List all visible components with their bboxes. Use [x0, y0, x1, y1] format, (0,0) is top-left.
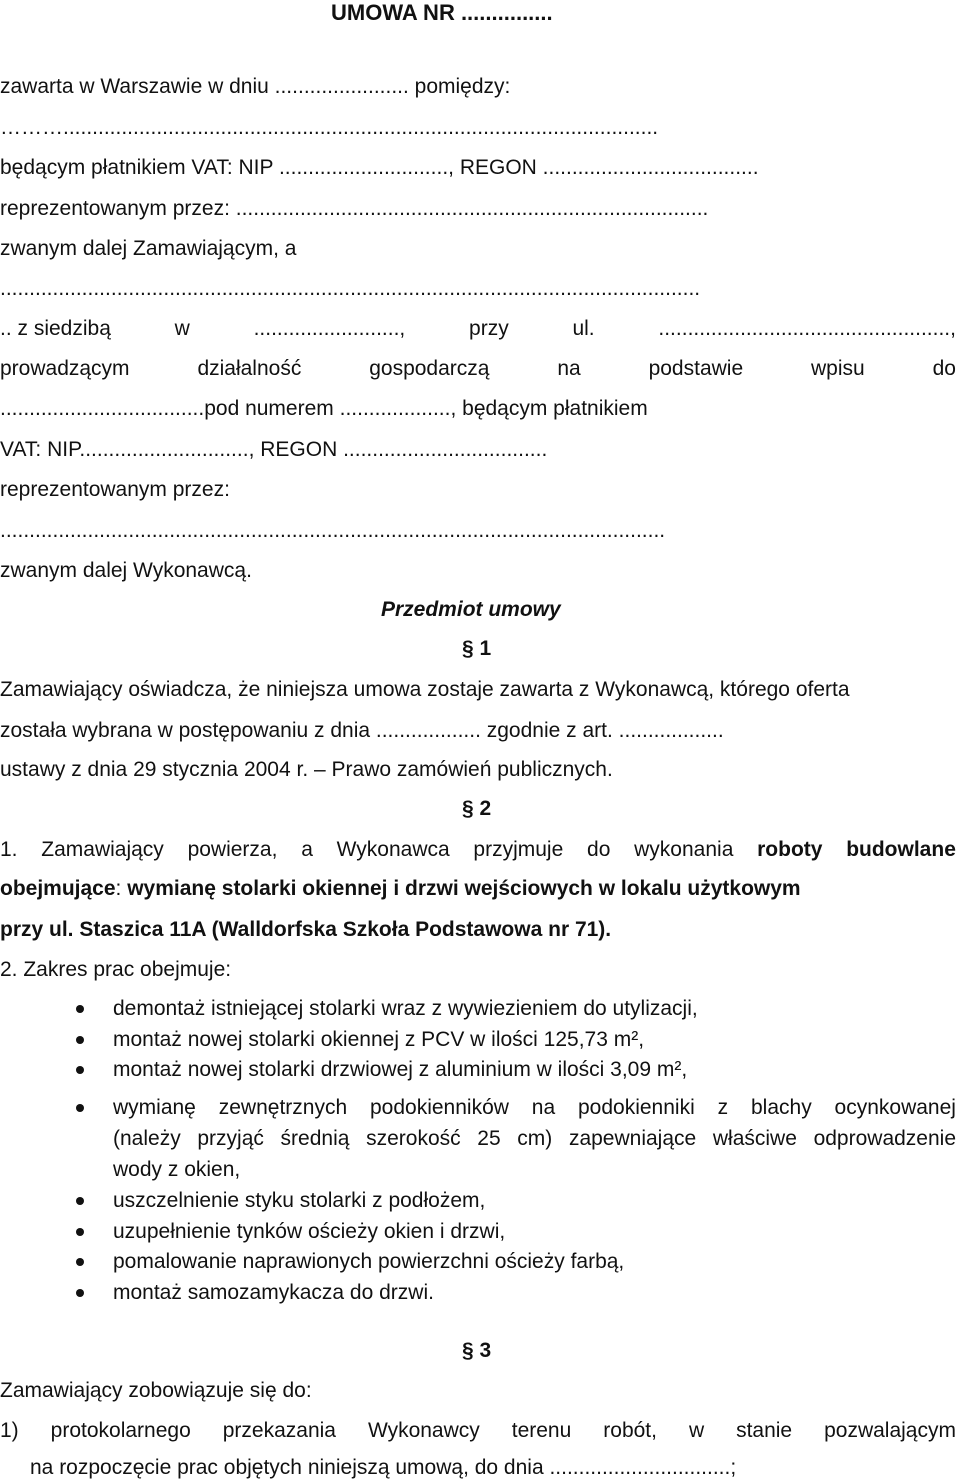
p1-text-line: Zamawiający oświadcza, że niniejsza umowa zostaje zawarta z Wykonawcą, którego oferta: [0, 678, 850, 701]
word: cm): [517, 1127, 553, 1150]
contractor-name-blank: ........................................................................................................................: [0, 277, 701, 300]
contractor-vat-line: VAT: NIP............................., REGON ...................................: [0, 438, 548, 461]
list-item-text: montaż nowej stolarki drzwiowej z aluminium w ilości 3,09 m²,: [113, 1058, 688, 1081]
contractor-address-line: [0, 316, 956, 342]
word: podokienniki: [578, 1096, 695, 1119]
p3-item-1-cont: na rozpoczęcie prac objętych niniejszą umową, do dnia ...............................;: [30, 1456, 737, 1479]
word: wpisu: [811, 357, 865, 380]
p3-intro: Zamawiający zobowiązuje się do:: [0, 1379, 312, 1402]
list-item-text: demontaż istniejącej stolarki wraz z wywiezieniem do utylizacji,: [113, 997, 698, 1020]
paragraph-1-number: § 1: [462, 637, 492, 660]
scope-label: obejmujące: [0, 877, 116, 900]
word: przyjąć: [197, 1127, 264, 1150]
word: do: [932, 357, 956, 380]
word: na: [557, 357, 581, 380]
word: pozwalającym: [824, 1419, 956, 1442]
party-alias-line: zwanym dalej Zamawiającym, a: [0, 237, 297, 260]
contractor-alias-line: zwanym dalej Wykonawcą.: [0, 559, 252, 582]
word: Wykonawcy: [367, 1419, 480, 1442]
bullet-icon: [76, 1258, 84, 1266]
p2-item-2-intro: 2. Zakres prac obejmuje:: [0, 958, 232, 981]
word: .........................,: [253, 317, 406, 340]
list-item-text: montaż samozamykacza do drzwi.: [113, 1281, 434, 1304]
word: budowlane: [846, 838, 956, 861]
word: w: [688, 1419, 705, 1442]
p2-item-1-scope: obejmujące: wymianę stolarki okiennej i drzwi wejściowych w lokalu użytkowym: [0, 877, 801, 900]
list-item-text: uzupełnienie tynków ościeży okien i drzwi,: [113, 1220, 506, 1243]
word: z: [717, 1096, 729, 1119]
word: gospodarczą: [369, 357, 490, 380]
p1-text-line: ustawy z dnia 29 stycznia 2004 r. – Prawo zamówień publicznych.: [0, 758, 613, 781]
word: stanie: [736, 1419, 793, 1442]
word: Wykonawca: [336, 838, 450, 861]
word: zapewniające: [568, 1127, 697, 1150]
word: (należy: [113, 1127, 181, 1150]
bullet-icon: [76, 1066, 84, 1074]
document-title: UMOWA NR ...............: [331, 0, 553, 25]
list-item-text-cont: wody z okien,: [113, 1158, 241, 1181]
word: właściwe: [712, 1127, 797, 1150]
word: ocynkowanej: [834, 1096, 956, 1119]
list-item-text-cont: [113, 1126, 956, 1152]
p3-item-1-line: [0, 1418, 956, 1444]
list-item-text: montaż nowej stolarki okiennej z PCV w ilości 125,73 m²,: [113, 1028, 645, 1051]
word: 25: [477, 1127, 501, 1150]
scope-text: wymianę stolarki okiennej i drzwi wejściowych w lokalu użytkowym: [127, 877, 801, 900]
contractor-register-line: ...................................pod numerem ..................., będącym płatnikiem: [0, 397, 648, 420]
word: ..................................................,: [658, 317, 956, 340]
contract-intro-line: zawarta w Warszawie w dniu ....................... pomiędzy:: [0, 75, 511, 98]
word: robót,: [603, 1419, 657, 1442]
word: działalność: [197, 357, 302, 380]
word: wymianę: [113, 1096, 196, 1119]
word: 1): [0, 1419, 19, 1442]
party-vat-line: będącym płatnikiem VAT: NIP ............................., REGON .....................................: [0, 156, 759, 179]
contractor-business-line: [0, 356, 956, 382]
word: terenu: [511, 1419, 572, 1442]
word: wykonania: [634, 838, 734, 861]
party-representative-line: reprezentowanym przez: .................................................................................: [0, 197, 709, 220]
bullet-icon: [76, 1036, 84, 1044]
word: blachy: [750, 1096, 812, 1119]
word: .. z siedzibą: [0, 317, 111, 340]
word: zewnętrznych: [218, 1096, 348, 1119]
bullet-icon: [76, 1197, 84, 1205]
word: protokolarnego: [50, 1419, 191, 1442]
word: roboty: [757, 838, 823, 861]
word: w: [174, 317, 190, 340]
word: do: [587, 838, 611, 861]
word: średnią: [280, 1127, 350, 1150]
paragraph-2-number: § 2: [462, 797, 492, 820]
word: Zamawiający: [41, 838, 164, 861]
bullet-icon: [76, 1104, 84, 1112]
word: przyjmuje: [473, 838, 564, 861]
word: szerokość: [366, 1127, 461, 1150]
paragraph-3-number: § 3: [462, 1339, 492, 1362]
list-item-text: pomalowanie naprawionych powierzchni ościeży farbą,: [113, 1250, 625, 1273]
p1-text-line: została wybrana w postępowaniu z dnia .................. zgodnie z art. ..................: [0, 719, 724, 742]
word: a: [301, 838, 313, 861]
word: przekazania: [222, 1419, 336, 1442]
bullet-icon: [76, 1228, 84, 1236]
word: powierza,: [187, 838, 278, 861]
list-item-text: uszczelnienie styku stolarki z podłożem,: [113, 1189, 486, 1212]
word: 1.: [0, 838, 18, 861]
party-name-blank: ………......................................................................................................: [0, 116, 659, 139]
word: podokienników: [369, 1096, 509, 1119]
bullet-icon: [76, 1005, 84, 1013]
section-heading: Przedmiot umowy: [381, 598, 561, 621]
p2-item-1-address: przy ul. Staszica 11A (Walldorfska Szkoła Podstawowa nr 71).: [0, 918, 612, 941]
word: ul.: [572, 317, 595, 340]
word: podstawie: [648, 357, 744, 380]
word: przy: [469, 317, 509, 340]
word: odprowadzenie: [813, 1127, 956, 1150]
bullet-icon: [76, 1289, 84, 1297]
word: na: [531, 1096, 556, 1119]
list-item-text: [113, 1095, 956, 1121]
contractor-representative-blank: ..................................................................................................................: [0, 519, 666, 542]
contractor-representative-label: reprezentowanym przez:: [0, 478, 230, 501]
word: prowadzącym: [0, 357, 130, 380]
p2-item-1-line: [0, 837, 956, 863]
